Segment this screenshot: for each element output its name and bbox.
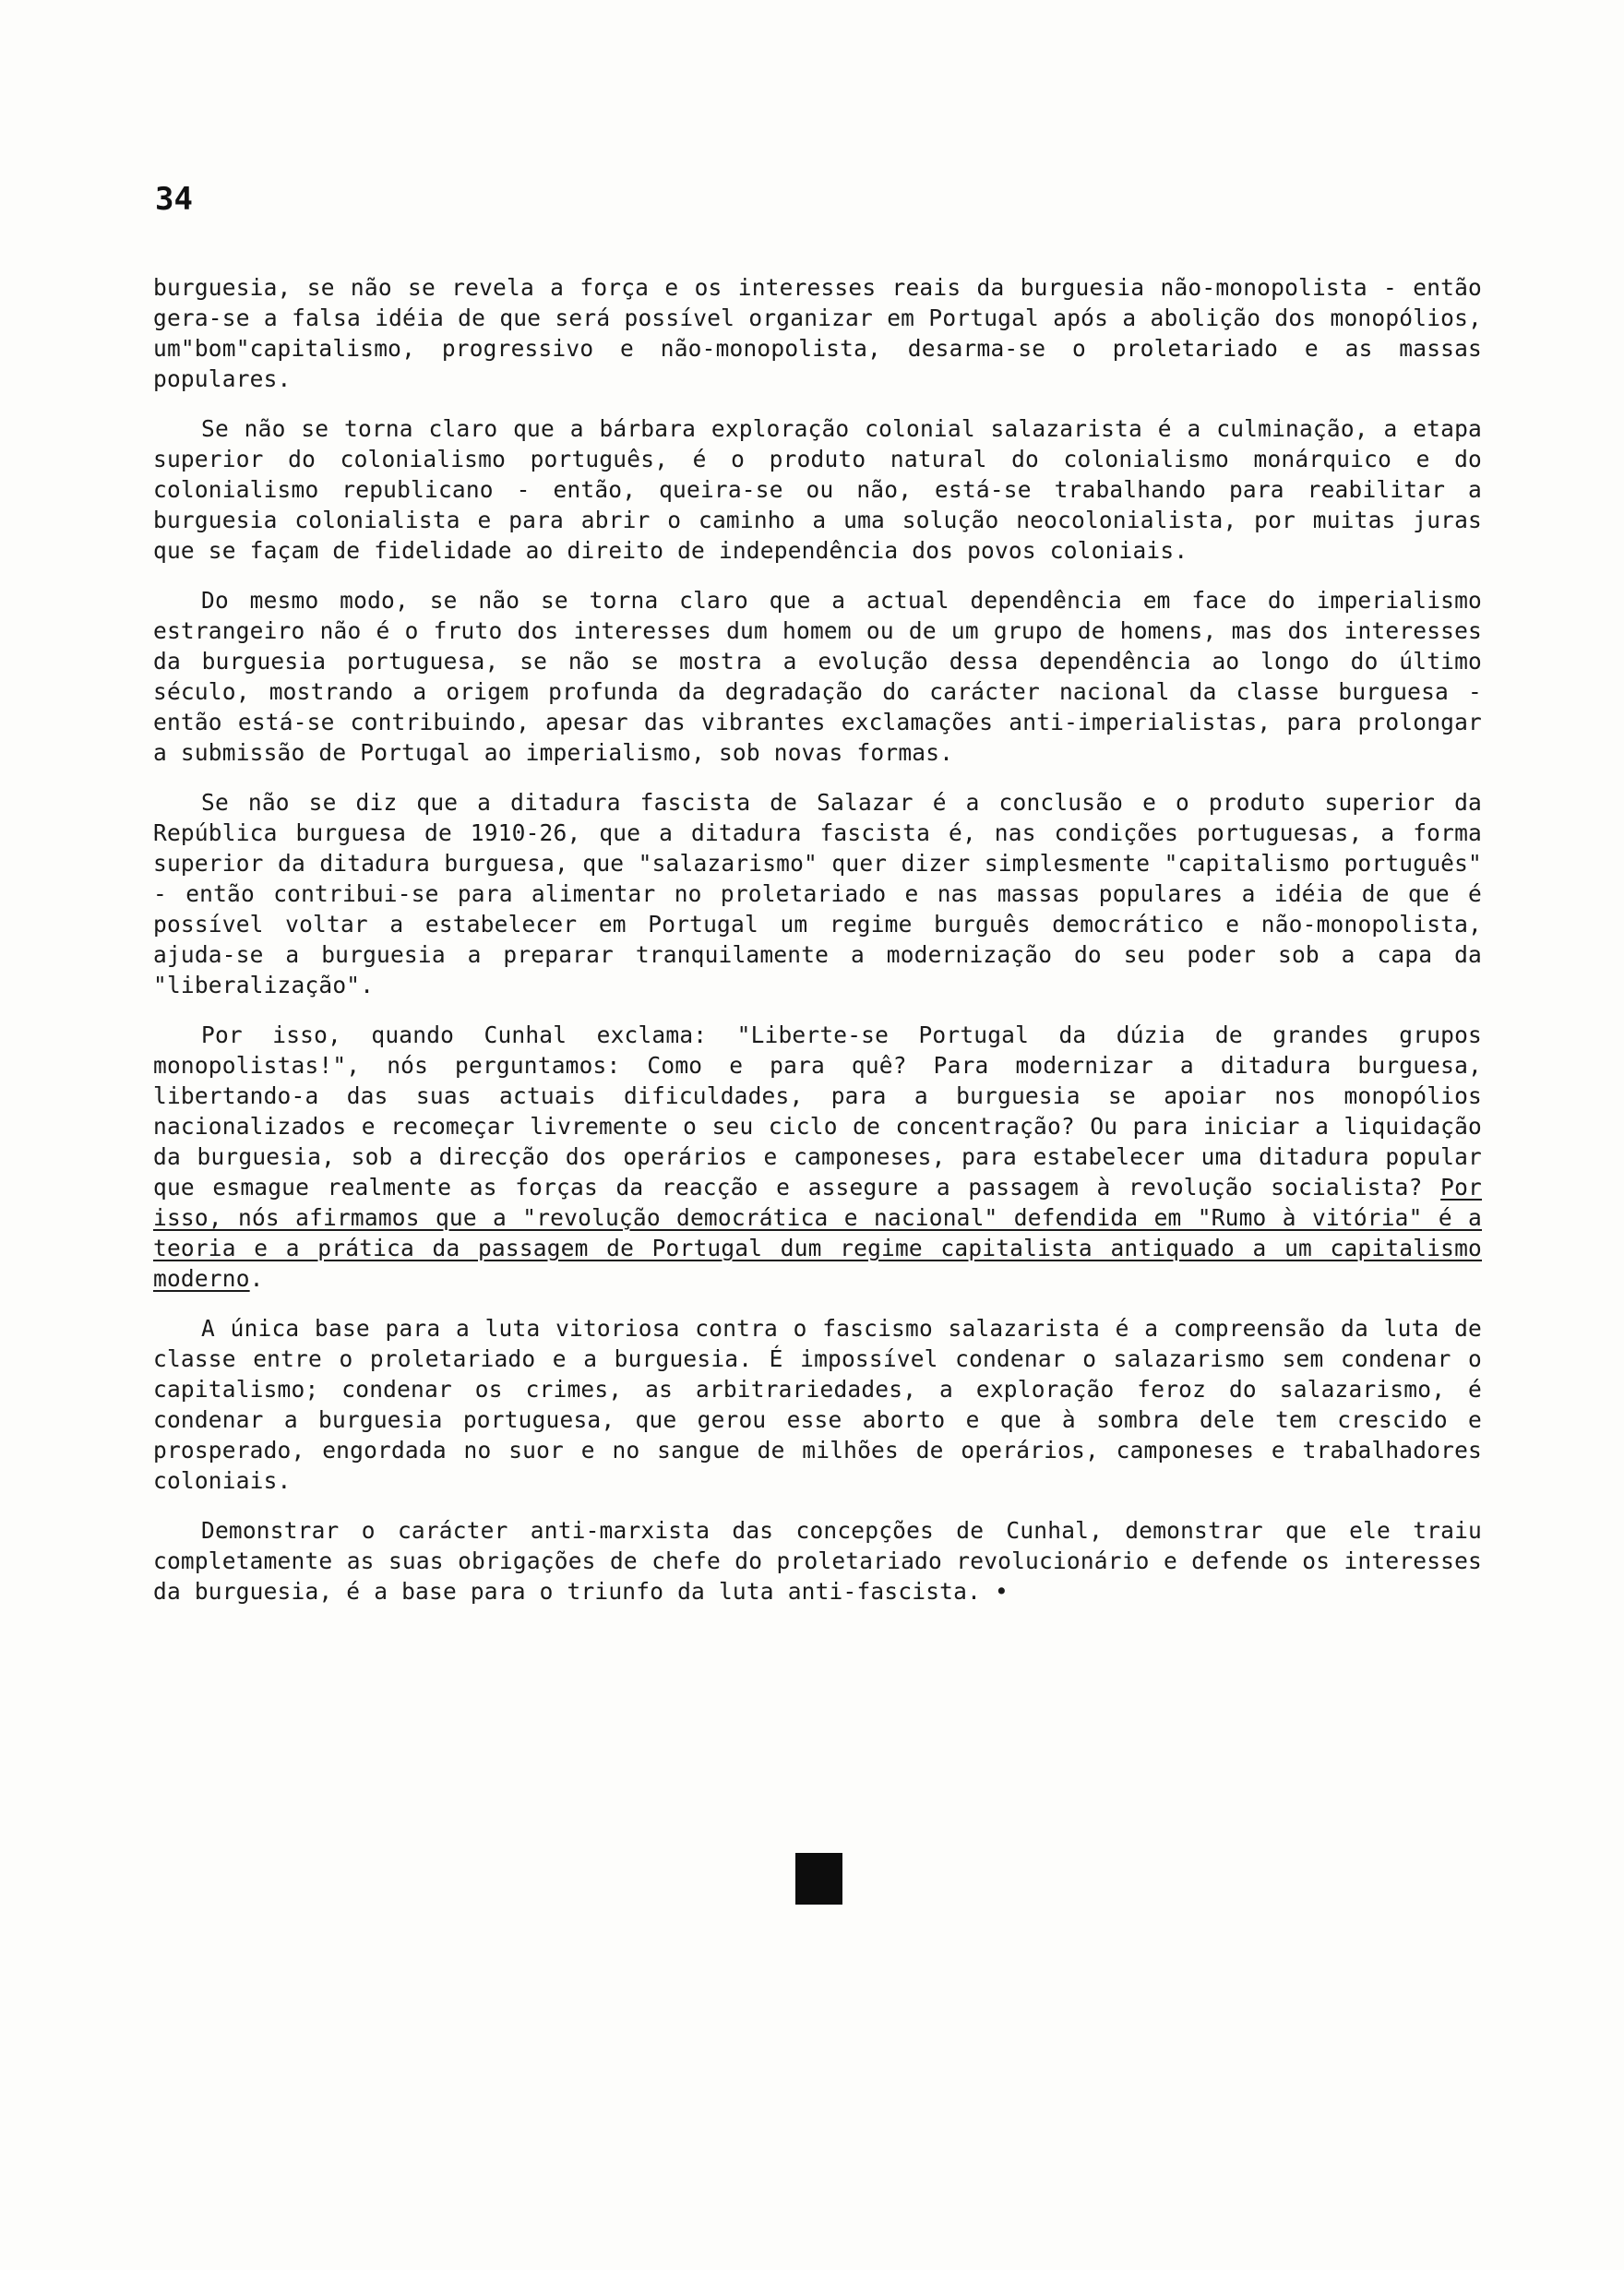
paragraph-2-text: Se não se torna claro que a bárbara exploração colonial salazarista é a culminação, a etapa superior do colonialismo português, é o produto natural do colonialismo monárquico e do colonialismo republicano - então, queira-se ou não, está-se trabalhando para reabilitar a burguesia colonialista e para abrir o caminho a uma solução neocolonialista, por muitas juras que se façam de fidelidade ao direito de independência dos povos coloniais. xyxy=(153,415,1482,564)
paragraph-7-text: Demonstrar o carácter anti-marxista das concepções de Cunhal, demonstrar que ele traiu completamente as suas obrigações de chefe do proletariado revolucionário e defende os interesses da burguesia, é a base para o triunfo da luta anti-fascista. • xyxy=(153,1517,1482,1605)
paragraph-3 xyxy=(153,585,1482,768)
paragraph-5 xyxy=(153,1020,1482,1294)
paragraph-6-text: A única base para a luta vitoriosa contra o fascismo salazarista é a compreensão da luta de classe entre o proletariado e a burguesia. É impossível condenar o salazarismo sem condenar o capitalismo; condenar os crimes, as arbitrariedades, a exploração feroz do salazarismo, é condenar a burguesia portuguesa, que gerou esse aborto e que à sombra dele tem crescido e prosperado, engordada no suor e no sangue de milhões de operários, camponeses e trabalhadores coloniais. xyxy=(153,1315,1482,1494)
paragraph-4 xyxy=(153,787,1482,1000)
page-number: 34 xyxy=(155,181,193,218)
paragraph-1-text: burguesia, se não se revela a força e os interesses reais da burguesia não-monopolista - então gera-se a falsa idéia de que será possível organizar em Portugal após a abolição dos monopólios, um"bom"capitalismo, progressivo e não-monopolista, desarma-se o proletariado e as massas populares. xyxy=(153,274,1482,392)
paragraph-2 xyxy=(153,413,1482,566)
paragraph-5-text: Por isso, quando Cunhal exclama: "Liberte-se Portugal da dúzia de grandes grupos monopolistas!", nós perguntamos: Como e para quê? Para modernizar a ditadura burguesa, libertando-a das suas actuais dificuldades, para a burguesia se apoiar nos monopólios nacionalizados e recomeçar livremente o seu ciclo de concentração? Ou para iniciar a liquidação da burguesia, sob a direcção dos operários e camponeses, para estabelecer uma ditadura popular que esmague realmente as forças da reacção e assegure a passagem à revolução socialista? xyxy=(153,1022,1482,1201)
body-text xyxy=(153,272,1482,1626)
paragraph-1 xyxy=(153,272,1482,394)
paragraph-6 xyxy=(153,1313,1482,1496)
paragraph-3-text: Do mesmo modo, se não se torna claro que a actual dependência em face do imperialismo estrangeiro não é o fruto dos interesses dum homem ou de um grupo de homens, mas dos interesses da burguesia portuguesa, se não se mostra a evolução dessa dependência ao longo do último século, mostrando a origem profunda da degradação do carácter nacional da classe burguesa - então está-se contribuindo, apesar das vibrantes exclamações anti-imperialistas, para prolongar a submissão de Portugal ao imperialismo, sob novas formas. xyxy=(153,587,1482,766)
paragraph-4-text: Se não se diz que a ditadura fascista de Salazar é a conclusão e o produto superior da República burguesa de 1910-26, que a ditadura fascista é, nas condições portuguesas, a forma superior da ditadura burguesa, que "salazarismo" quer dizer simplesmente "capitalismo português" - então contribui-se para alimentar no proletariado e nas massas populares a idéia de que é possível voltar a estabelecer em Portugal um regime burguês democrático e não-monopolista, ajuda-se a burguesia a preparar tranquilamente a modernização do seu poder sob a capa da "liberalização". xyxy=(153,789,1482,998)
end-of-article-square-icon xyxy=(795,1853,842,1905)
paragraph-5-underlined-text: Por isso, nós afirmamos que a "revolução democrática e nacional" defendida em "Rumo à vitória" é a teoria e a prática da passagem de Portugal dum regime capitalista antiquado a um capitalismo moderno xyxy=(153,1174,1482,1292)
paragraph-7 xyxy=(153,1515,1482,1607)
paragraph-5-tail: . xyxy=(249,1265,264,1292)
